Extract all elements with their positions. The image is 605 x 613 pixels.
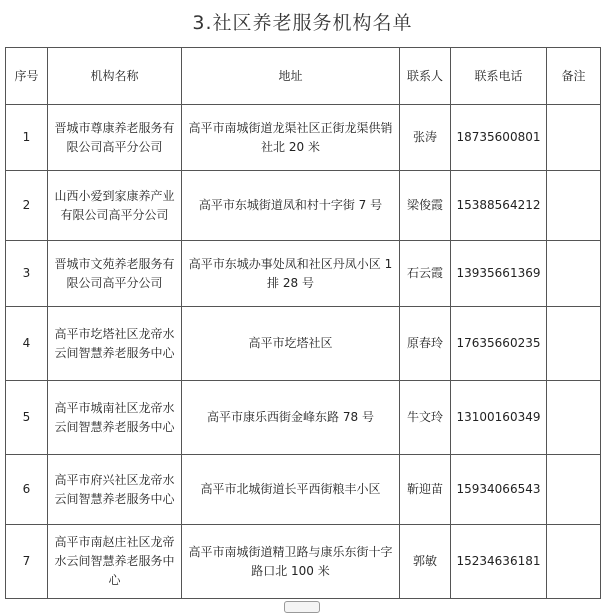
row-index: 5	[6, 381, 48, 455]
row-index: 1	[6, 105, 48, 171]
header-contact: 联系人	[400, 48, 451, 105]
table-row	[6, 105, 601, 171]
row-name: 高平市圪塔社区龙帝水云间智慧养老服务中心	[48, 307, 182, 381]
row-note	[547, 455, 601, 525]
row-phone: 15234636181	[451, 525, 547, 599]
row-index: 2	[6, 171, 48, 241]
table-row	[6, 241, 601, 307]
row-index: 3	[6, 241, 48, 307]
header-phone: 联系电话	[451, 48, 547, 105]
header-index: 序号	[6, 48, 48, 105]
row-contact: 牛文玲	[400, 381, 451, 455]
document-title: 3.社区养老服务机构名单	[192, 12, 413, 34]
row-address: 高平市东城街道凤和村十字街 7 号	[182, 171, 400, 241]
row-contact: 郭敏	[400, 525, 451, 599]
table-row	[6, 307, 601, 381]
row-name: 晋城市尊康养老服务有限公司高平分公司	[48, 105, 182, 171]
row-address: 高平市康乐西街金峰东路 78 号	[182, 381, 400, 455]
row-address: 高平市北城街道长平西街粮丰小区	[182, 455, 400, 525]
page-control-button[interactable]	[284, 601, 320, 613]
row-name: 高平市府兴社区龙帝水云间智慧养老服务中心	[48, 455, 182, 525]
row-note	[547, 307, 601, 381]
row-phone: 13100160349	[451, 381, 547, 455]
row-name: 山西小爱到家康养产业有限公司高平分公司	[48, 171, 182, 241]
row-phone: 13935661369	[451, 241, 547, 307]
header-address: 地址	[182, 48, 400, 105]
row-contact: 原春玲	[400, 307, 451, 381]
row-note	[547, 525, 601, 599]
table-row	[6, 381, 601, 455]
row-note	[547, 241, 601, 307]
row-name: 晋城市文苑养老服务有限公司高平分公司	[48, 241, 182, 307]
row-phone: 15388564212	[451, 171, 547, 241]
institution-table	[5, 47, 601, 599]
row-note	[547, 171, 601, 241]
header-note: 备注	[547, 48, 601, 105]
row-name: 高平市南赵庄社区龙帝水云间智慧养老服务中心	[48, 525, 182, 599]
row-note	[547, 381, 601, 455]
row-contact: 石云霞	[400, 241, 451, 307]
row-address: 高平市南城街道精卫路与康乐东街十字路口北 100 米	[182, 525, 400, 599]
row-index: 4	[6, 307, 48, 381]
header-name: 机构名称	[48, 48, 182, 105]
row-phone: 18735600801	[451, 105, 547, 171]
row-index: 6	[6, 455, 48, 525]
table-header-row	[6, 48, 601, 105]
row-contact: 靳迎苗	[400, 455, 451, 525]
row-address: 高平市东城办事处凤和社区丹凤小区 1 排 28 号	[182, 241, 400, 307]
row-address: 高平市南城街道龙渠社区正街龙渠供销社北 20 米	[182, 105, 400, 171]
row-note	[547, 105, 601, 171]
row-index: 7	[6, 525, 48, 599]
table-row	[6, 455, 601, 525]
row-address: 高平市圪塔社区	[182, 307, 400, 381]
row-phone: 15934066543	[451, 455, 547, 525]
table-row	[6, 525, 601, 599]
row-name: 高平市城南社区龙帝水云间智慧养老服务中心	[48, 381, 182, 455]
row-phone: 17635660235	[451, 307, 547, 381]
table-row	[6, 171, 601, 241]
row-contact: 张涛	[400, 105, 451, 171]
row-contact: 梁俊霞	[400, 171, 451, 241]
